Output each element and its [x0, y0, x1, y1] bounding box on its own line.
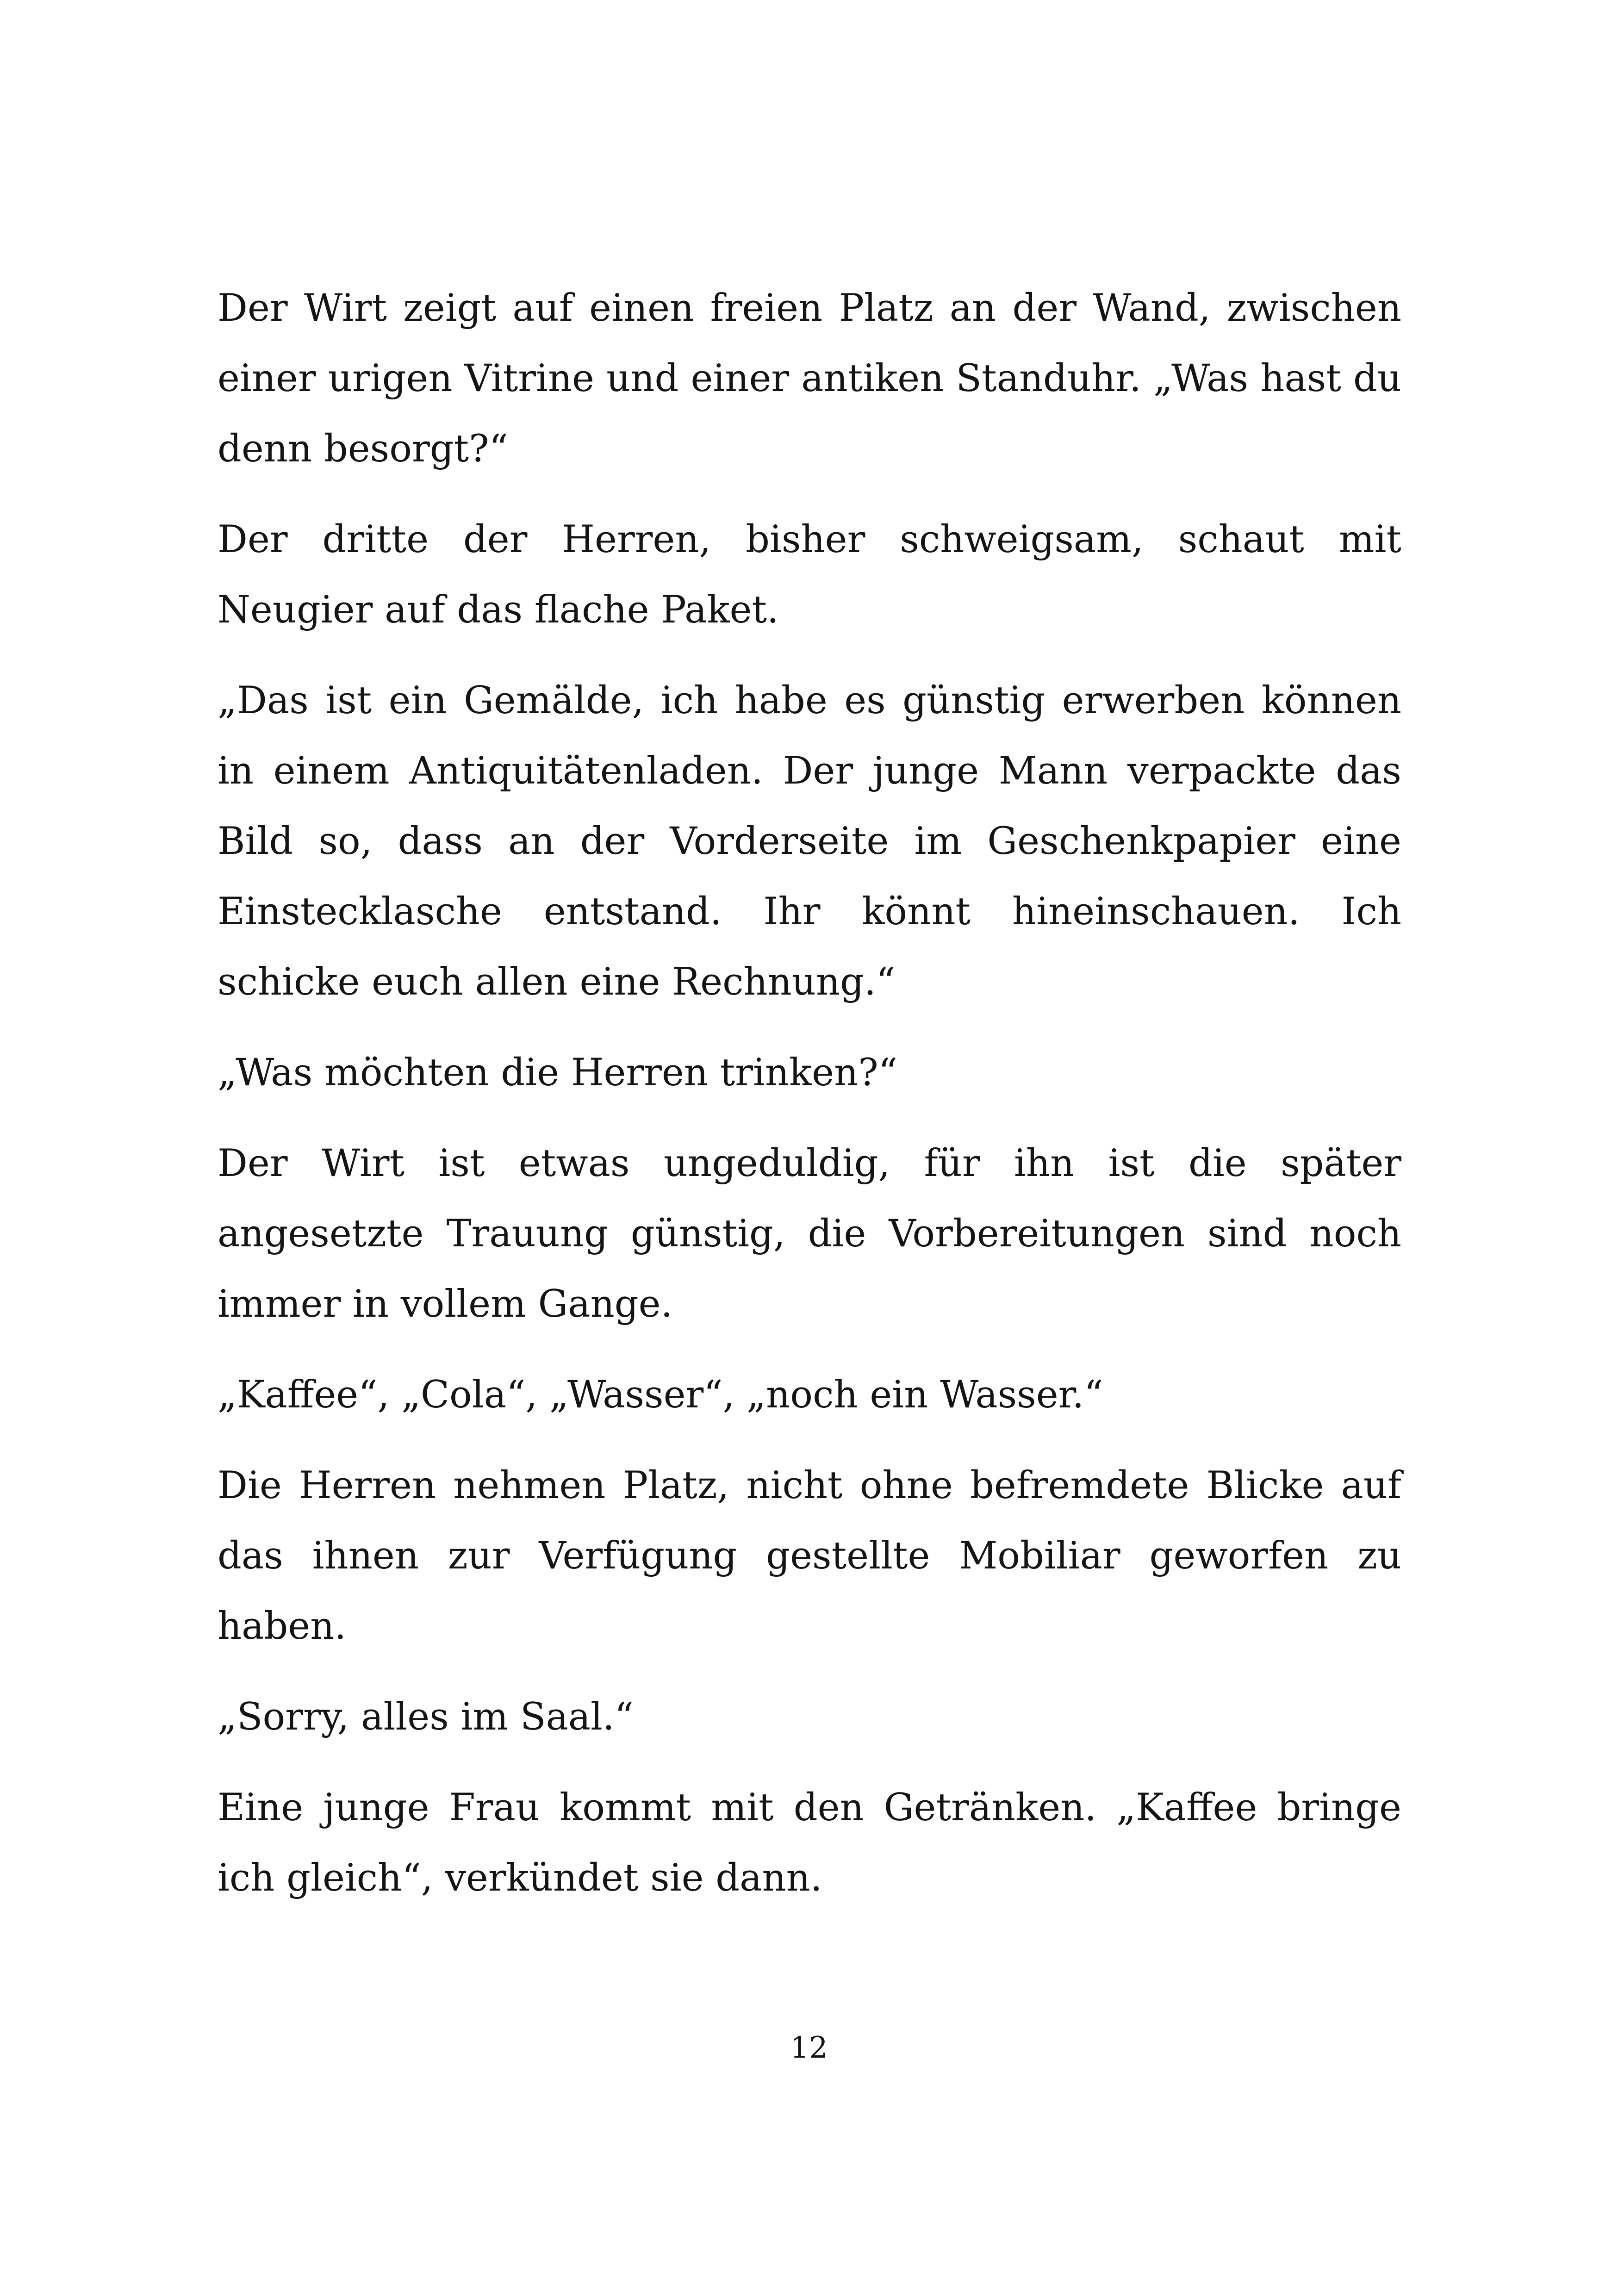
paragraph-was-trinken: „Was möchten die Herren trinken?“ — [218, 1051, 898, 1095]
paragraph-dritte-herr: Der dritte der Herren, bisher schweigsam, schaut mit Neugier auf das flache Paket. — [218, 518, 1401, 632]
paragraph-getraenke-bestellung: „Kaffee“, „Cola“, „Wasser“, „noch ein Wasser.“ — [218, 1373, 1103, 1417]
paragraph-sorry-saal: „Sorry, alles im Saal.“ — [218, 1695, 634, 1739]
paragraph-gemaelde: „Das ist ein Gemälde, ich habe es günstig erwerben können in einem Antiquitätenladen. Der junge Mann verpackte das Bild so, dass an der Vorderseite im Geschenkpapier eine Einstecklasche entstand. Ihr könnt hineinschauen. Ich schicke euch allen eine Rechnung.“ — [218, 679, 1401, 1004]
paragraph-herren-nehmen-platz: Die Herren nehmen Platz, nicht ohne befremdete Blicke auf das ihnen zur Verfügung gestellte Mobiliar geworfen zu haben. — [218, 1464, 1401, 1648]
paragraph-wirt-ungeduldig: Der Wirt ist etwas ungeduldig, für ihn ist die später angesetzte Trauung günstig, die Vorbereitungen sind noch immer in vollem Gange. — [218, 1142, 1401, 1326]
page-number: 12 — [790, 2031, 828, 2065]
paragraph-wirt-zeigt-platz: Der Wirt zeigt auf einen freien Platz an der Wand, zwischen einer urigen Vitrine und einer antiken Standuhr. „Was hast du denn besorgt?“ — [218, 286, 1401, 471]
paragraph-junge-frau: Eine junge Frau kommt mit den Getränken. „Kaffee bringe ich gleich“, verkündet sie dann. — [218, 1786, 1401, 1900]
body-text — [218, 273, 1401, 1934]
